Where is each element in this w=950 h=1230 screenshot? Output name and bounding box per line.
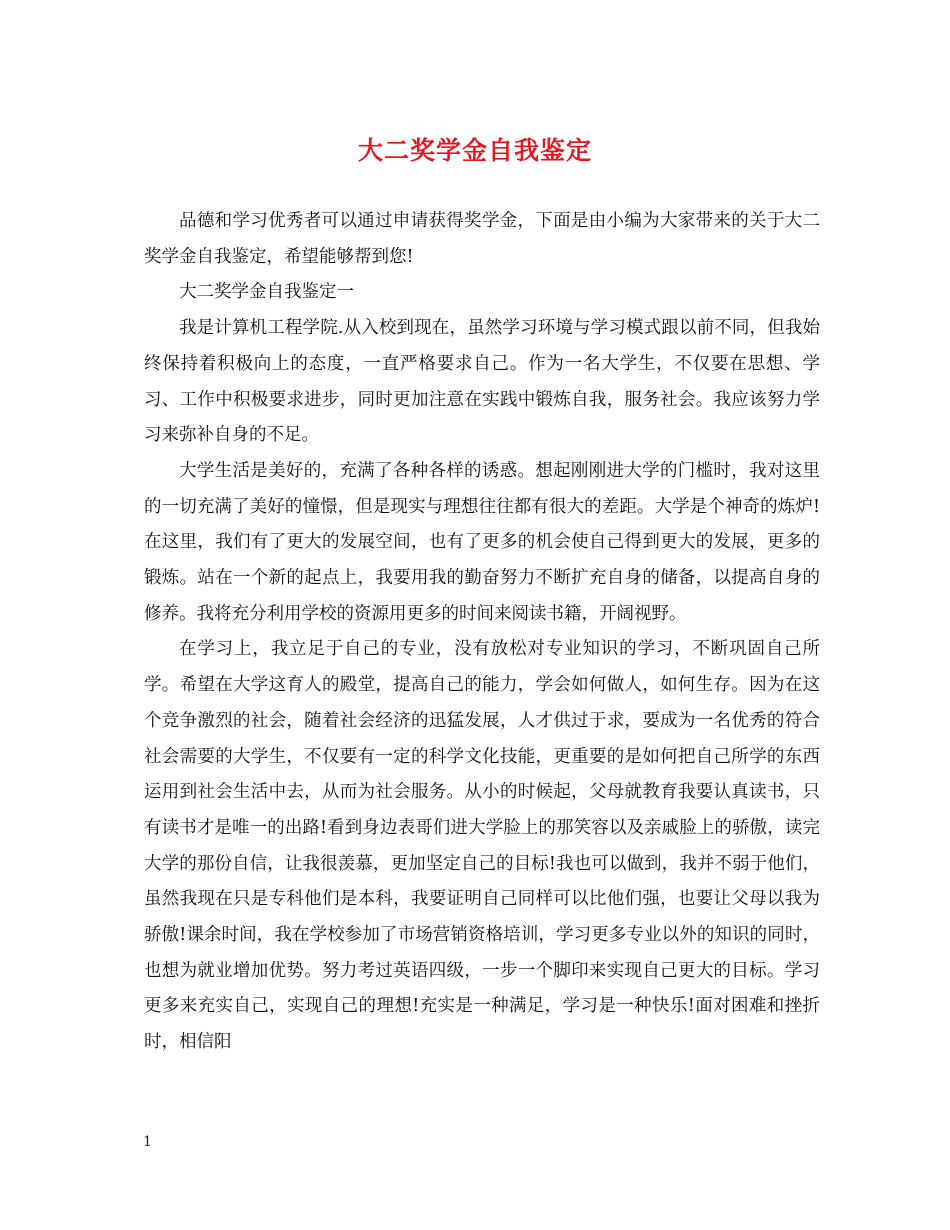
body-paragraph: 在学习上，我立足于自己的专业，没有放松对专业知识的学习，不断巩固自己所学。希望在大学这育人的殿堂，提高自己的能力，学会如何做人，如何生存。因为在这个竞争激烈的社会，随着社会经济的迅猛发展，人才供过于求，要成为一名优秀的符合社会需要的大学生，不仅要有一定的科学文化技能，更重要的是如何把自己所学的东西运用到社会生活中去，从而为社会服务。从小的时候起，父母就教育我要认真读书，只有读书才是唯一的出路!看到身边表哥们进大学脸上的那笑容以及亲戚脸上的骄傲，读完大学的那份自信，让我很羡慕，更加坚定自己的目标!我也可以做到，我并不弱于他们，虽然我现在只是专科他们是本科，我要证明自己同样可以比他们强，也要让父母以我为骄傲!课余时间，我在学校参加了市场营销资格培训，学习更多专业以外的知识的同时，也想为就业增加优势。努力考过英语四级，一步一个脚印来实现自己更大的目标。学习更多来充实自己，实现自己的理想!充实是一种满足，学习是一种快乐!面对困难和挫折时，相信阳 <box>144 639 820 1053</box>
section-heading: 大二奖学金自我鉴定一 <box>179 282 354 303</box>
intro-paragraph: 品德和学习优秀者可以通过申请获得奖学金，下面是由小编为大家带来的关于大二奖学金自我鉴定，希望能够帮到您! <box>144 211 820 267</box>
body-paragraph: 大学生活是美好的，充满了各种各样的诱惑。想起刚刚进大学的门槛时，我对这里的一切充满了美好的憧憬，但是现实与理想往往都有很大的差距。大学是个神奇的炼炉!在这里，我们有了更大的发展空间，也有了更多的机会使自己得到更大的发展，更多的锻炼。站在一个新的起点上，我要用我的勤奋努力不断扩充自身的储备，以提高自身的修养。我将充分利用学校的资源用更多的时间来阅读书籍，开阔视野。 <box>144 460 820 624</box>
document-title: 大二奖学金自我鉴定 <box>357 136 592 165</box>
document-body <box>144 204 820 1061</box>
page-number: 1 <box>143 1134 152 1150</box>
body-paragraph: 我是计算机工程学院.从入校到现在，虽然学习环境与学习模式跟以前不同，但我始终保持着积极向上的态度，一直严格要求自己。作为一名大学生，不仅要在思想、学习、工作中积极要求进步，同时更加注意在实践中锻炼自我，服务社会。我应该努力学习来弥补自身的不足。 <box>144 318 820 446</box>
